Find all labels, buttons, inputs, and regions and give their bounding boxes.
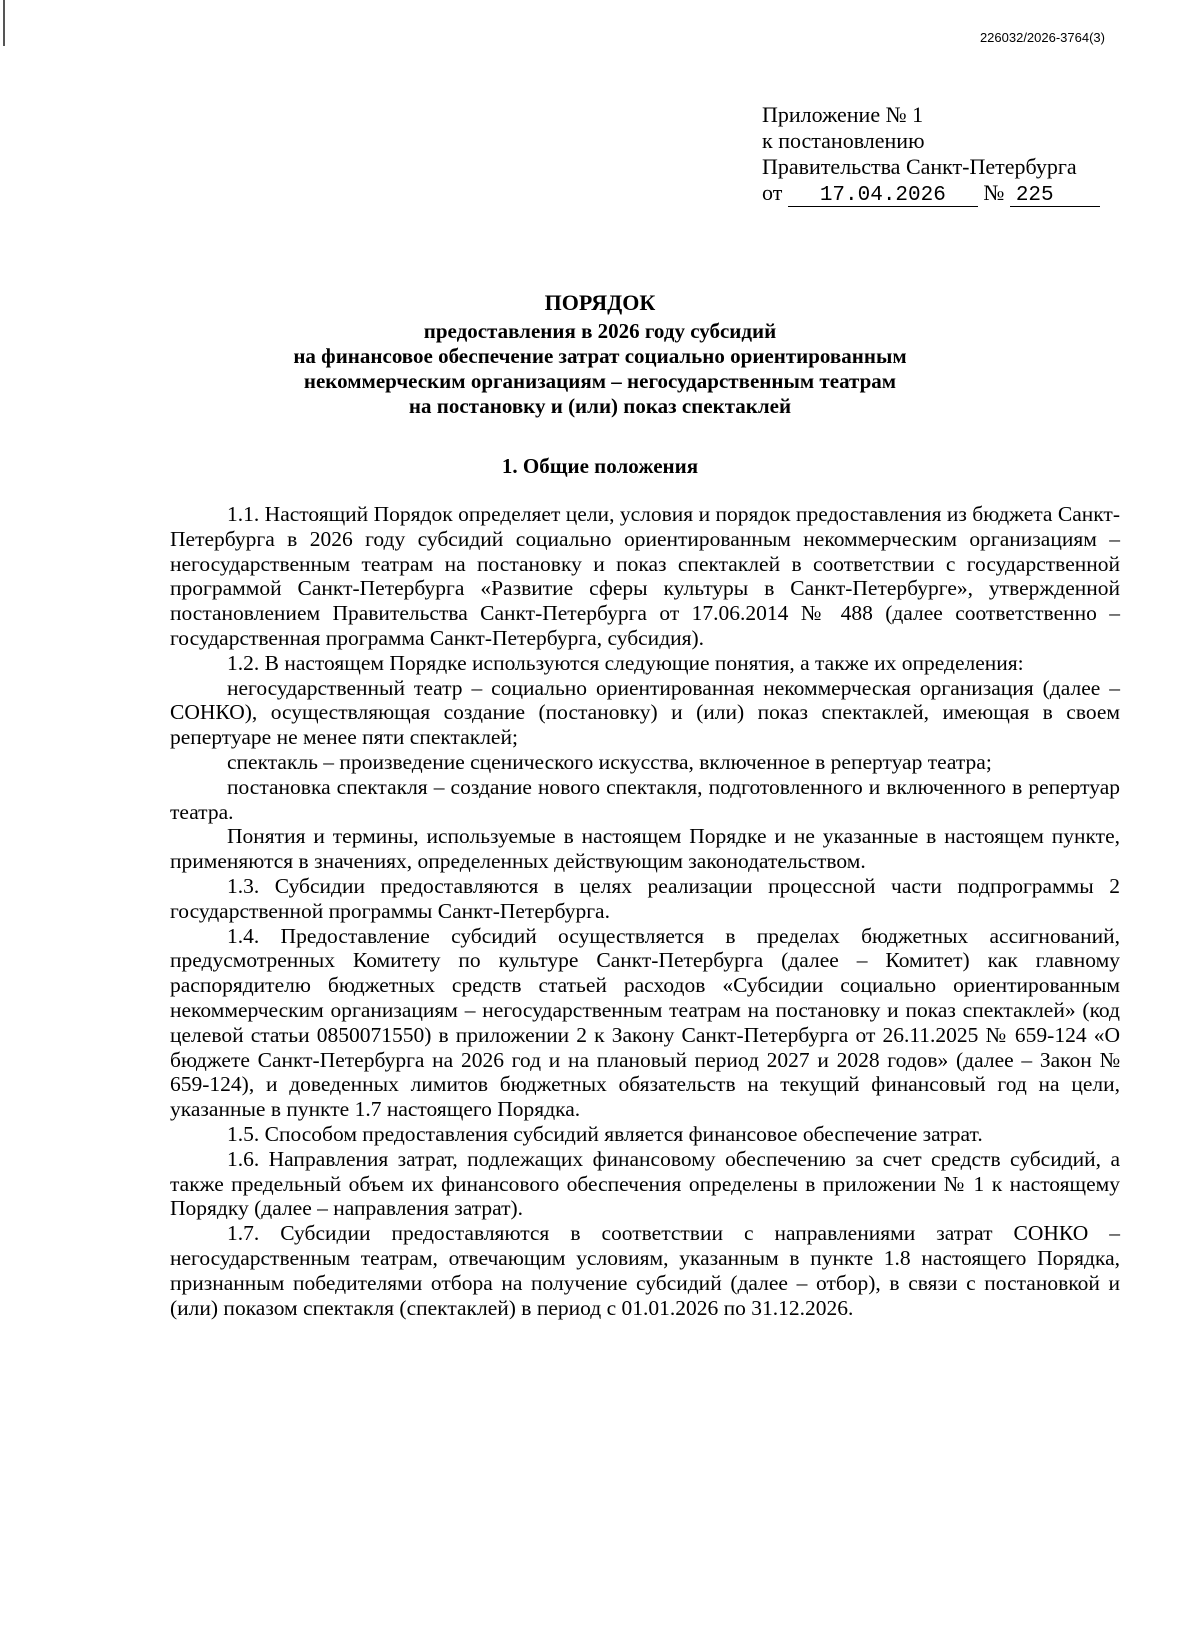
definition-theatre: негосударственный театр – социально ориентированная некоммерческая организация (далее – СОНКО), осуществляющая создание (постановку) и (или) показ спектаклей, имеющая в своем репертуаре не менее пяти спектаклей; xyxy=(170,675,1120,750)
title-line: некоммерческим организациям – негосударственным театрам xyxy=(303,369,897,393)
appendix-line-2: к постановлению xyxy=(762,128,925,153)
section-heading: 1. Общие положения xyxy=(501,454,699,478)
document-number: 226032/2026-3764(3) xyxy=(979,30,1105,45)
resolution-date: 17.04.2026 xyxy=(788,186,978,207)
appendix-date-line xyxy=(762,180,1100,207)
from-label: от xyxy=(762,180,783,205)
appendix-line-3: Правительства Санкт-Петербурга xyxy=(762,154,1077,179)
paragraph-1-6: 1.6. Направления затрат, подлежащих финансовому обеспечению за счет средств субсидий, а также предельный объем их финансового обеспечения определены в приложении № 1 к настоящему Порядку (далее – направления затрат). xyxy=(170,1146,1120,1221)
document-title xyxy=(0,290,1200,419)
scan-edge-line xyxy=(3,0,5,46)
paragraph-1-4: 1.4. Предоставление субсидий осуществляется в пределах бюджетных ассигнований, предусмотренных Комитету по культуре Санкт-Петербурга (далее – Комитет) как главному распорядителю бюджетных средств статьей расходов «Субсидии социально ориентированным некоммерческим организациям – негосударственным театрам на постановку и показ спектаклей» (код целевой статьи 0850071550) в приложении 2 к Закону Санкт-Петербурга от 26.11.2025 № 659-124 «О бюджете Санкт-Петербурга на 2026 год и на плановый период 2027 и 2028 годов» (далее – Закон № 659-124), и доведенных лимитов бюджетных обязательств на текущий финансовый год на цели, указанные в пункте 1.7 настоящего Порядка. xyxy=(170,923,1120,1122)
title-line: предоставления в 2026 году субсидий xyxy=(423,319,777,343)
definition-staging: постановка спектакля – создание нового спектакля, подготовленного и включенного в репертуар театра. xyxy=(170,774,1120,824)
resolution-number: 225 xyxy=(1010,186,1100,207)
paragraph-1-5: 1.5. Способом предоставления субсидий является финансовое обеспечение затрат. xyxy=(227,1121,983,1146)
paragraph-1-2: 1.2. В настоящем Порядке используются следующие понятия, а также их определения: xyxy=(227,650,1024,675)
paragraph-1-7: 1.7. Субсидии предоставляются в соответствии с направлениями затрат СОНКО – негосударственным театрам, отвечающим условиям, указанным в пункте 1.8 настоящего Порядка, признанным победителями отбора на получение субсидий (далее – отбор), в связи с постановкой и (или) показом спектакля (спектаклей) в период с 01.01.2026 по 31.12.2026. xyxy=(170,1221,1120,1320)
appendix-line-1: Приложение № 1 xyxy=(762,102,924,127)
definition-performance: спектакль – произведение сценического искусства, включенное в репертуар театра; xyxy=(227,749,992,774)
paragraph-1-1: 1.1. Настоящий Порядок определяет цели, условия и порядок предоставления из бюджета Санкт-Петербурга в 2026 году субсидий социально ориентированным некоммерческим организациям – негосударственным театрам на постановку и показ спектаклей в соответствии с государственной программой Санкт-Петербурга «Развитие сферы культуры в Санкт-Петербурге», утвержденной постановлением Правительства Санкт-Петербурга от 17.06.2014 № 488 (далее соответственно – государственная программа Санкт-Петербурга, субсидия). xyxy=(170,502,1120,650)
number-label: № xyxy=(983,180,1005,205)
title-line: на финансовое обеспечение затрат социально ориентированным xyxy=(293,344,907,368)
document-body xyxy=(170,502,1120,1320)
paragraph-1-3: 1.3. Субсидии предоставляются в целях реализации процессной части подпрограммы 2 государственной программы Санкт-Петербурга. xyxy=(170,873,1120,923)
paragraph-terms: Понятия и термины, используемые в настоящем Порядке и не указанные в настоящем пункте, применяются в значениях, определенных действующим законодательством. xyxy=(170,824,1120,874)
appendix-block xyxy=(762,102,1100,207)
title-line: на постановку и (или) показ спектаклей xyxy=(408,394,792,418)
title-main: ПОРЯДОК xyxy=(544,290,656,315)
